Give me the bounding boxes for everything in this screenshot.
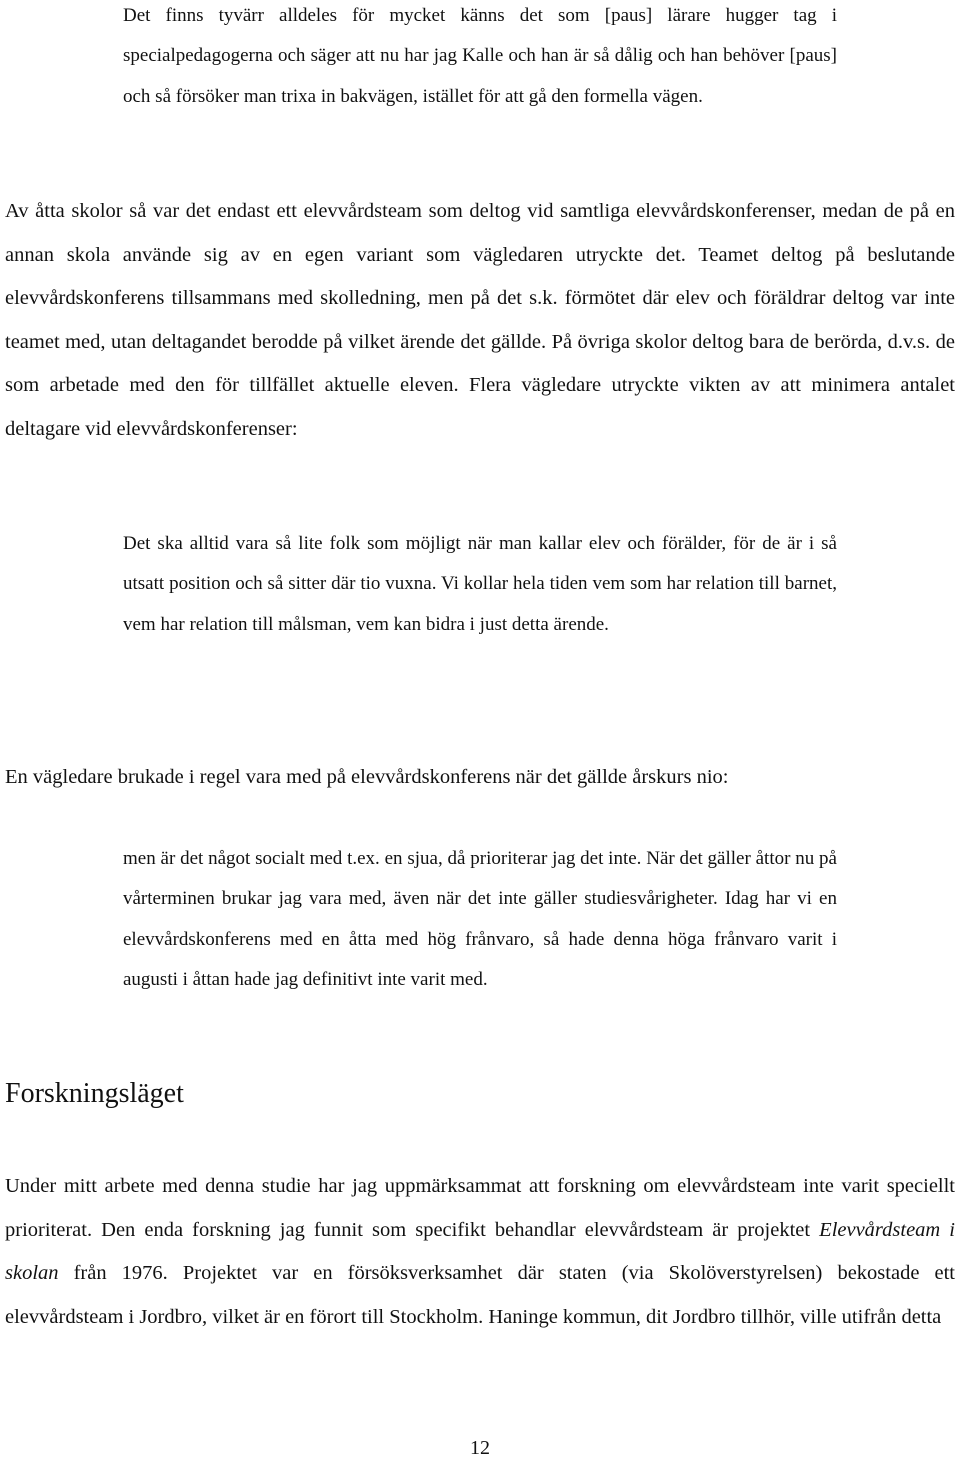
interview-quote bbox=[123, 839, 837, 1000]
quote-text: Det ska alltid vara så lite folk som möjligt när man kallar elev och förälder, för de är i så utsatt position och så sitter där tio vuxna. Vi kollar hela tiden vem som har relation till barnet, vem har relation till målsman, vem kan bidra i just detta ärende. bbox=[123, 533, 837, 635]
interview-quote bbox=[123, 0, 837, 117]
quote-text: men är det något socialt med t.ex. en sjua, då prioriterar jag det inte. När det gäller åttor nu på vårterminen brukar jag vara med, även när det inte gäller studiesvårigheter. Idag har vi en elevvårdskonferens med en åtta med hög frånvaro, så hade denna höga frånvaro varit i augusti i åttan hade jag definitivt inte varit med. bbox=[123, 848, 837, 990]
paragraph-text-end: från 1976. Projektet var en försöksverksamhet där staten (via Skolöverstyrelsen) bekostade ett elevvårdsteam i Jordbro, vilket är en förort till Stockholm. Haninge kommun, dit Jordbro tillhör, ville utifrån detta bbox=[5, 1262, 955, 1328]
section-heading: Forskningsläget bbox=[5, 1078, 184, 1109]
interview-quote bbox=[123, 524, 837, 645]
body-paragraph bbox=[5, 1165, 955, 1339]
project-title: Elevvårdsteam i skolan bbox=[5, 1218, 955, 1284]
body-paragraph bbox=[5, 190, 955, 451]
page-number: 12 bbox=[470, 1437, 490, 1459]
paragraph-text: Av åtta skolor så var det endast ett elevvårdsteam som deltog vid samtliga elevvårdskonferenser, medan de på en annan skola använde sig av en egen variant som vägledaren utryckte det. Teamet deltog på beslutande elevvårdskonferens tillsammans med skolledning, men på det s.k. förmötet där elev och föräldrar deltog var inte teamet med, utan deltagandet berodde på vilket ärende det gällde. På övriga skolor deltog bara de berörda, d.v.s. de som arbetade med den för tillfället aktuelle eleven. Flera vägledare utryckte vikten av att minimera antalet deltagare vid elevvårdskonferenser: bbox=[5, 200, 955, 440]
quote-text: Det finns tyvärr alldeles för mycket känns det som [paus] lärare hugger tag i specialpedagogerna och säger att nu har jag Kalle och han är så dålig och han behöver [paus] och så försöker man trixa in bakvägen, istället för att gå den formella vägen. bbox=[123, 5, 837, 107]
paragraph-text: En vägledare brukade i regel vara med på elevvårdskonferens när det gällde årskurs nio: bbox=[5, 766, 729, 788]
body-paragraph bbox=[5, 756, 955, 800]
paragraph-text-start: Under mitt arbete med denna studie har jag uppmärksammat att forskning om elevvårdsteam inte varit speciellt prioriterat. Den enda forskning jag funnit som specifikt behandlar elevvårdsteam är projektet bbox=[5, 1175, 955, 1241]
